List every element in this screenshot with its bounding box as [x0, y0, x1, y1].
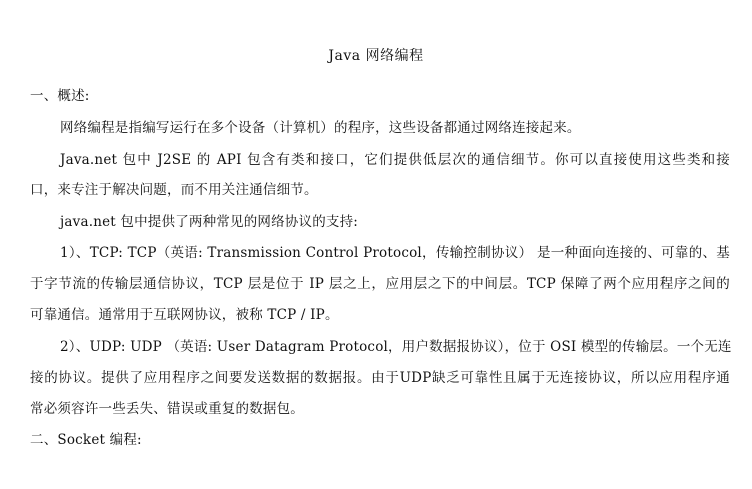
section-heading-overview: 一、概述: — [30, 88, 90, 104]
paragraph-line: 接的协议。提供了应用程序之间要发送数据的数据报。由于UDP缺乏可靠性且属于无连接协议，所以应用程序通 — [30, 370, 730, 386]
document-title: Java 网络编程 — [328, 48, 424, 64]
paragraph-line: 1）、TCP: TCP（英语: Transmission Control Protocol，传输控制协议） 是一种面向连接的、可靠的、基 — [60, 245, 730, 261]
paragraph-line: 可靠通信。通常用于互联网协议，被称 TCP / IP。 — [30, 307, 339, 323]
paragraph-line: 2）、UDP: UDP （英语: User Datagram Protocol，用户数据报协议），位于 OSI 模型的传输层。一个无连 — [60, 339, 732, 355]
paragraph-line: 网络编程是指编写运行在多个设备（计算机）的程序，这些设备都通过网络连接起来。 — [60, 120, 581, 136]
section-heading-socket: 二、Socket 编程: — [30, 432, 142, 448]
paragraph-line: java.net 包中提供了两种常见的网络协议的支持: — [60, 214, 359, 230]
paragraph-line: Java.net 包中 J2SE 的 API 包含有类和接口，它们提供低层次的通信细节。你可以直接使用这些类和接 — [60, 152, 730, 168]
paragraph-line: 常必须容许一些丢失、错误或重复的数据包。 — [30, 401, 304, 417]
paragraph-line: 口，来专注于解决问题，而不用关注通信细节。 — [30, 182, 318, 198]
paragraph-line: 于字节流的传输层通信协议，TCP 层是位于 IP 层之上，应用层之下的中间层。TCP 保障了两个应用程序之间的 — [30, 276, 730, 292]
